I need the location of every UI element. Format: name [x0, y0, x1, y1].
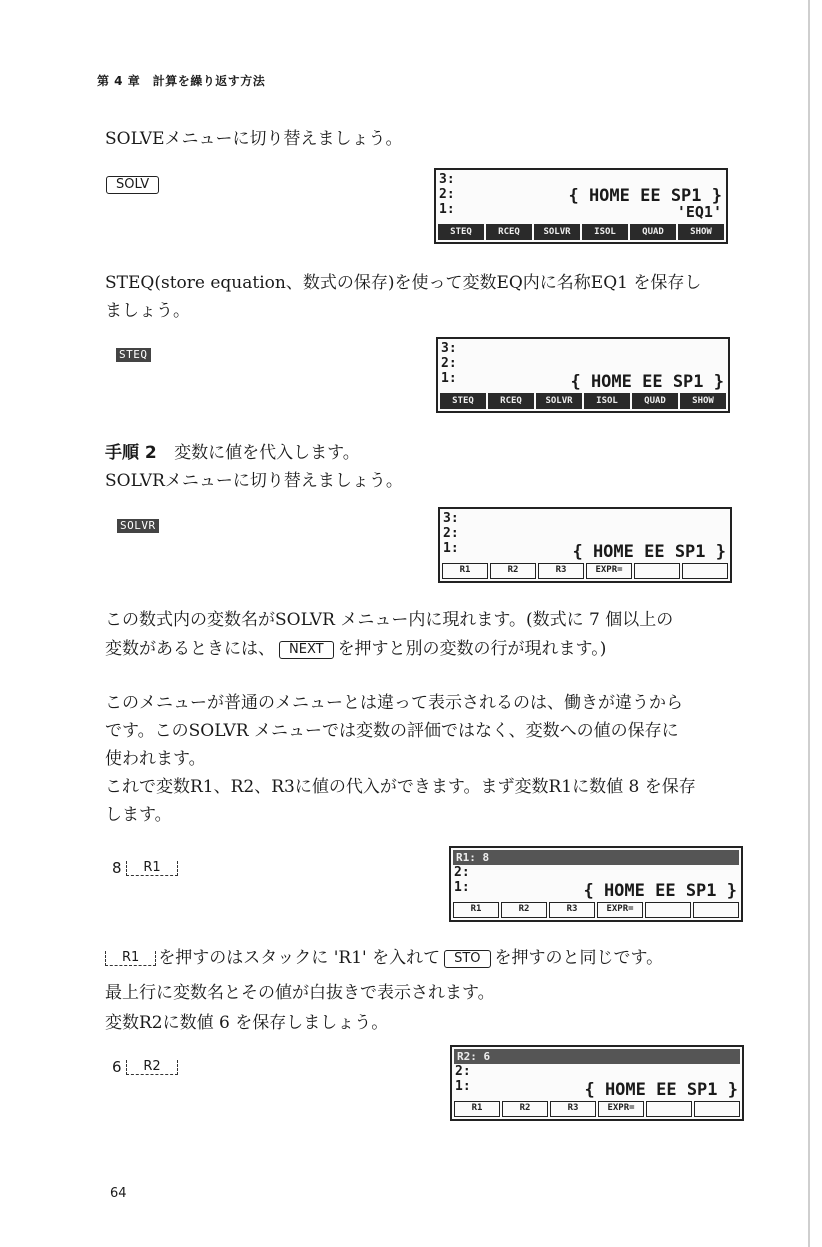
- key-next: NEXT: [279, 641, 334, 659]
- softkey: [634, 563, 680, 579]
- paragraph-steq-line2: ましょう。: [105, 301, 190, 321]
- step-2-line: [105, 440, 360, 466]
- paragraph-solve-menu: SOLVEメニューに切り替えましょう。: [105, 129, 403, 149]
- step-2-text: 変数に値を代入します。: [174, 443, 360, 463]
- paragraph-menu-line3: 使われます。: [105, 749, 206, 769]
- stack-line-2: 2:: [454, 865, 470, 880]
- softkey: RCEQ: [486, 224, 532, 240]
- softkey: QUAD: [632, 393, 678, 409]
- paragraph-r1-text-a: を押すのはスタックに 'R1' を入れて: [158, 948, 441, 968]
- softkey: [682, 563, 728, 579]
- stack-line-2: 2:: [443, 526, 459, 541]
- page-number: 64: [110, 1186, 127, 1201]
- chapter-header: 第 4 章 計算を繰り返す方法: [97, 74, 266, 88]
- softkey: ISOL: [584, 393, 630, 409]
- paragraph-menu-line1: このメニューが普通のメニューとは違って表示されるのは、働きが違うから: [105, 693, 683, 713]
- paragraph-solvr-menu: SOLVRメニューに切り替えましょう。: [105, 471, 403, 491]
- softkey: [693, 902, 739, 918]
- stack-level-2-value: { HOME EE SP1 }: [568, 186, 722, 206]
- softkey: STEQ: [438, 224, 484, 240]
- paragraph-r1-line1: [105, 945, 663, 971]
- calculator-screen-4: [449, 846, 743, 922]
- stack-line-2: 2:: [441, 356, 457, 371]
- calculator-screen-1: [434, 168, 728, 244]
- stack-line-2: 2:: [439, 187, 455, 202]
- paragraph-vars-text-a: 変数があるときには、: [105, 639, 275, 659]
- softkey-steq: STEQ: [116, 348, 151, 362]
- stack-line-3: 3:: [443, 511, 459, 526]
- softkey: STEQ: [440, 393, 486, 409]
- softkey: RCEQ: [488, 393, 534, 409]
- stack-line-1: 1:: [455, 1079, 471, 1094]
- softkey: [646, 1101, 692, 1117]
- stack-level-1-value: { HOME EE SP1 }: [572, 542, 726, 562]
- stack-line-1: 1:: [441, 371, 457, 386]
- stack-line-1: 1:: [439, 202, 455, 217]
- entry-value-6: 6: [112, 1058, 122, 1076]
- calculator-screen-3: [438, 507, 732, 583]
- stack-line-numbers: [454, 865, 470, 895]
- softkey: R3: [538, 563, 584, 579]
- entry-line-1: [112, 858, 178, 878]
- stack-level-1-value: { HOME EE SP1 }: [583, 881, 737, 901]
- paragraph-r1-line2: 最上行に変数名とその値が白抜きで表示されます。: [105, 983, 495, 1003]
- softkey: [645, 902, 691, 918]
- softkey: SOLVR: [534, 224, 580, 240]
- softkey: SHOW: [678, 224, 724, 240]
- paragraph-vars-line1: この数式内の変数名がSOLVR メニュー内に現れます。(数式に 7 個以上の: [105, 610, 674, 630]
- softkey: R3: [550, 1101, 596, 1117]
- paragraph-menu-line2: です。このSOLVR メニューでは変数の評価ではなく、変数への値の保存に: [105, 721, 679, 741]
- entry-value-8: 8: [112, 859, 122, 877]
- softkey: EXPR=: [598, 1101, 644, 1117]
- entry-line-2: [112, 1057, 178, 1077]
- stack-level-1-value: { HOME EE SP1 }: [570, 372, 724, 392]
- softkey-menu: [440, 393, 726, 409]
- softkey: EXPR=: [597, 902, 643, 918]
- paragraph-menu-line5: します。: [105, 805, 172, 825]
- softkey: QUAD: [630, 224, 676, 240]
- softkey-r1: R1: [126, 861, 177, 876]
- softkey-r1-inline: R1: [105, 951, 156, 966]
- softkey: R1: [453, 902, 499, 918]
- stack-level-1-value: { HOME EE SP1 }: [584, 1080, 738, 1100]
- softkey-menu: [442, 563, 728, 579]
- softkey: SOLVR: [536, 393, 582, 409]
- stored-variable-bar: R1: 8: [453, 850, 739, 865]
- softkey: SHOW: [680, 393, 726, 409]
- softkey: ISOL: [582, 224, 628, 240]
- softkey: R2: [490, 563, 536, 579]
- stored-variable-bar: R2: 6: [454, 1049, 740, 1064]
- calculator-screen-2: [436, 337, 730, 413]
- step-2-label: 手順 2: [105, 443, 157, 463]
- stack-level-1-value: 'EQ1': [676, 203, 722, 221]
- paragraph-vars-line2: [105, 636, 606, 662]
- softkey: R2: [501, 902, 547, 918]
- paragraph-vars-text-b: を押すと別の変数の行が現れます。): [337, 639, 607, 659]
- stack-line-numbers: [443, 511, 459, 556]
- page-edge: [808, 0, 810, 1247]
- stack-line-2: 2:: [455, 1064, 471, 1079]
- softkey-menu: [454, 1101, 740, 1117]
- stack-line-numbers: [455, 1064, 471, 1094]
- softkey: [694, 1101, 740, 1117]
- stack-line-1: 1:: [454, 880, 470, 895]
- paragraph-menu-line4: これで変数R1、R2、R3に値の代入ができます。まず変数R1に数値 8 を保存: [105, 777, 696, 797]
- stack-line-numbers: [439, 172, 455, 217]
- softkey-r2: R2: [126, 1060, 177, 1075]
- stack-line-1: 1:: [443, 541, 459, 556]
- softkey: R1: [454, 1101, 500, 1117]
- softkey: EXPR=: [586, 563, 632, 579]
- stack-line-3: 3:: [439, 172, 455, 187]
- paragraph-r1-text-b: を押すのと同じです。: [494, 948, 664, 968]
- softkey: R2: [502, 1101, 548, 1117]
- softkey-solvr: SOLVR: [117, 519, 159, 533]
- softkey: R3: [549, 902, 595, 918]
- stack-line-3: 3:: [441, 341, 457, 356]
- key-solv: SOLV: [106, 176, 159, 194]
- key-sto: STO: [444, 950, 490, 968]
- paragraph-r2: 変数R2に数値 6 を保存しましょう。: [105, 1013, 389, 1033]
- softkey: R1: [442, 563, 488, 579]
- softkey-menu: [438, 224, 724, 240]
- paragraph-steq-line1: STEQ(store equation、数式の保存)を使って変数EQ内に名称EQ1 を保存し: [105, 273, 702, 293]
- stack-line-numbers: [441, 341, 457, 386]
- calculator-screen-5: [450, 1045, 744, 1121]
- softkey-menu: [453, 902, 739, 918]
